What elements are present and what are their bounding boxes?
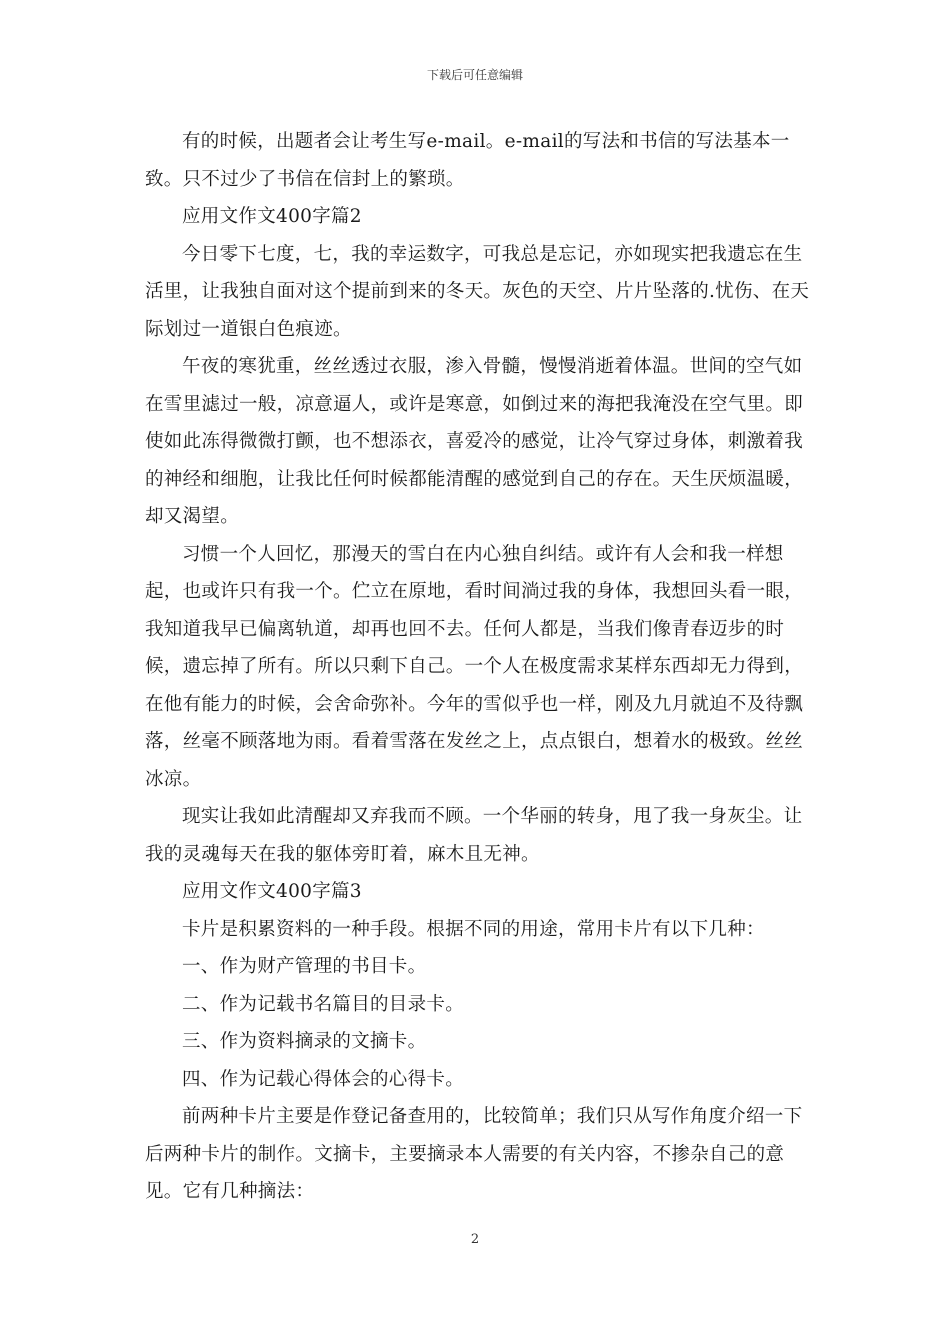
- paragraph: 有的时候，出题者会让考生写e-mail。e-mail的写法和书信的写法基本一致。只不过少了书信在信封上的繁琐。: [145, 131, 790, 190]
- page-header-note: 下载后可任意编辑: [426, 68, 523, 82]
- paragraph: 前两种卡片主要是作登记备查用的，比较简单；我们只从写作角度介绍一下后两种卡片的制作。文摘卡，主要摘录本人需要的有关内容，不掺杂自己的意见。它有几种摘法：: [145, 1106, 803, 1202]
- list-item: 四、作为记载心得体会的心得卡。: [182, 1068, 465, 1090]
- paragraph: 卡片是积累资料的一种手段。根据不同的用途，常用卡片有以下几种：: [182, 918, 765, 940]
- section-heading: 应用文作文400字篇2: [182, 206, 362, 227]
- section-heading: 应用文作文400字篇3: [182, 881, 362, 902]
- list-item: 一、作为财产管理的书目卡。: [182, 956, 427, 977]
- paragraph: 午夜的寒犹重，丝丝透过衣服，渗入骨髓，慢慢消逝着体温。世间的空气如在雪里滤过一般，凉意逼人，或许是寒意，如倒过来的海把我淹没在空气里。即使如此冻得微微打颤，也不想添衣，喜爱冷的感觉，让冷气穿过身体，刺激着我的神经和细胞，让我比任何时候都能清醒的感觉到自己的存在。天生厌烦温暖，却又渴望。: [145, 356, 804, 527]
- page-number: 2: [470, 1232, 480, 1247]
- list-item: 二、作为记载书名篇目的目录卡。: [182, 993, 465, 1015]
- paragraph: 现实让我如此清醒却又弃我而不顾。一个华丽的转身，甩了我一身灰尘。让我的灵魂每天在我的躯体旁盯着，麻木且无神。: [145, 806, 803, 865]
- paragraph: 今日零下七度，七，我的幸运数字，可我总是忘记，亦如现实把我遗忘在生活里，让我独自面对这个提前到来的冬天。灰色的天空、片片坠落的.忧伤、在天际划过一道银白色痕迹。: [145, 243, 810, 340]
- document-body: [145, 123, 811, 1211]
- list-item: 三、作为资料摘录的文摘卡。: [182, 1031, 427, 1052]
- paragraph: 习惯一个人回忆，那漫天的雪白在内心独自纠结。或许有人会和我一样想起，也或许只有我一个。伫立在原地，看时间淌过我的身体，我想回头看一眼，我知道我早已偏离轨道，却再也回不去。任何人都是，当我们像青春迈步的时候，遗忘掉了所有。所以只剩下自己。一个人在极度需求某样东西却无力得到，在他有能力的时候，会舍命弥补。今年的雪似乎也一样，刚及九月就迫不及待飘落，丝毫不顾落地为雨。看着雪落在发丝之上，点点银白，想着水的极致。丝丝冰凉。: [145, 543, 804, 790]
